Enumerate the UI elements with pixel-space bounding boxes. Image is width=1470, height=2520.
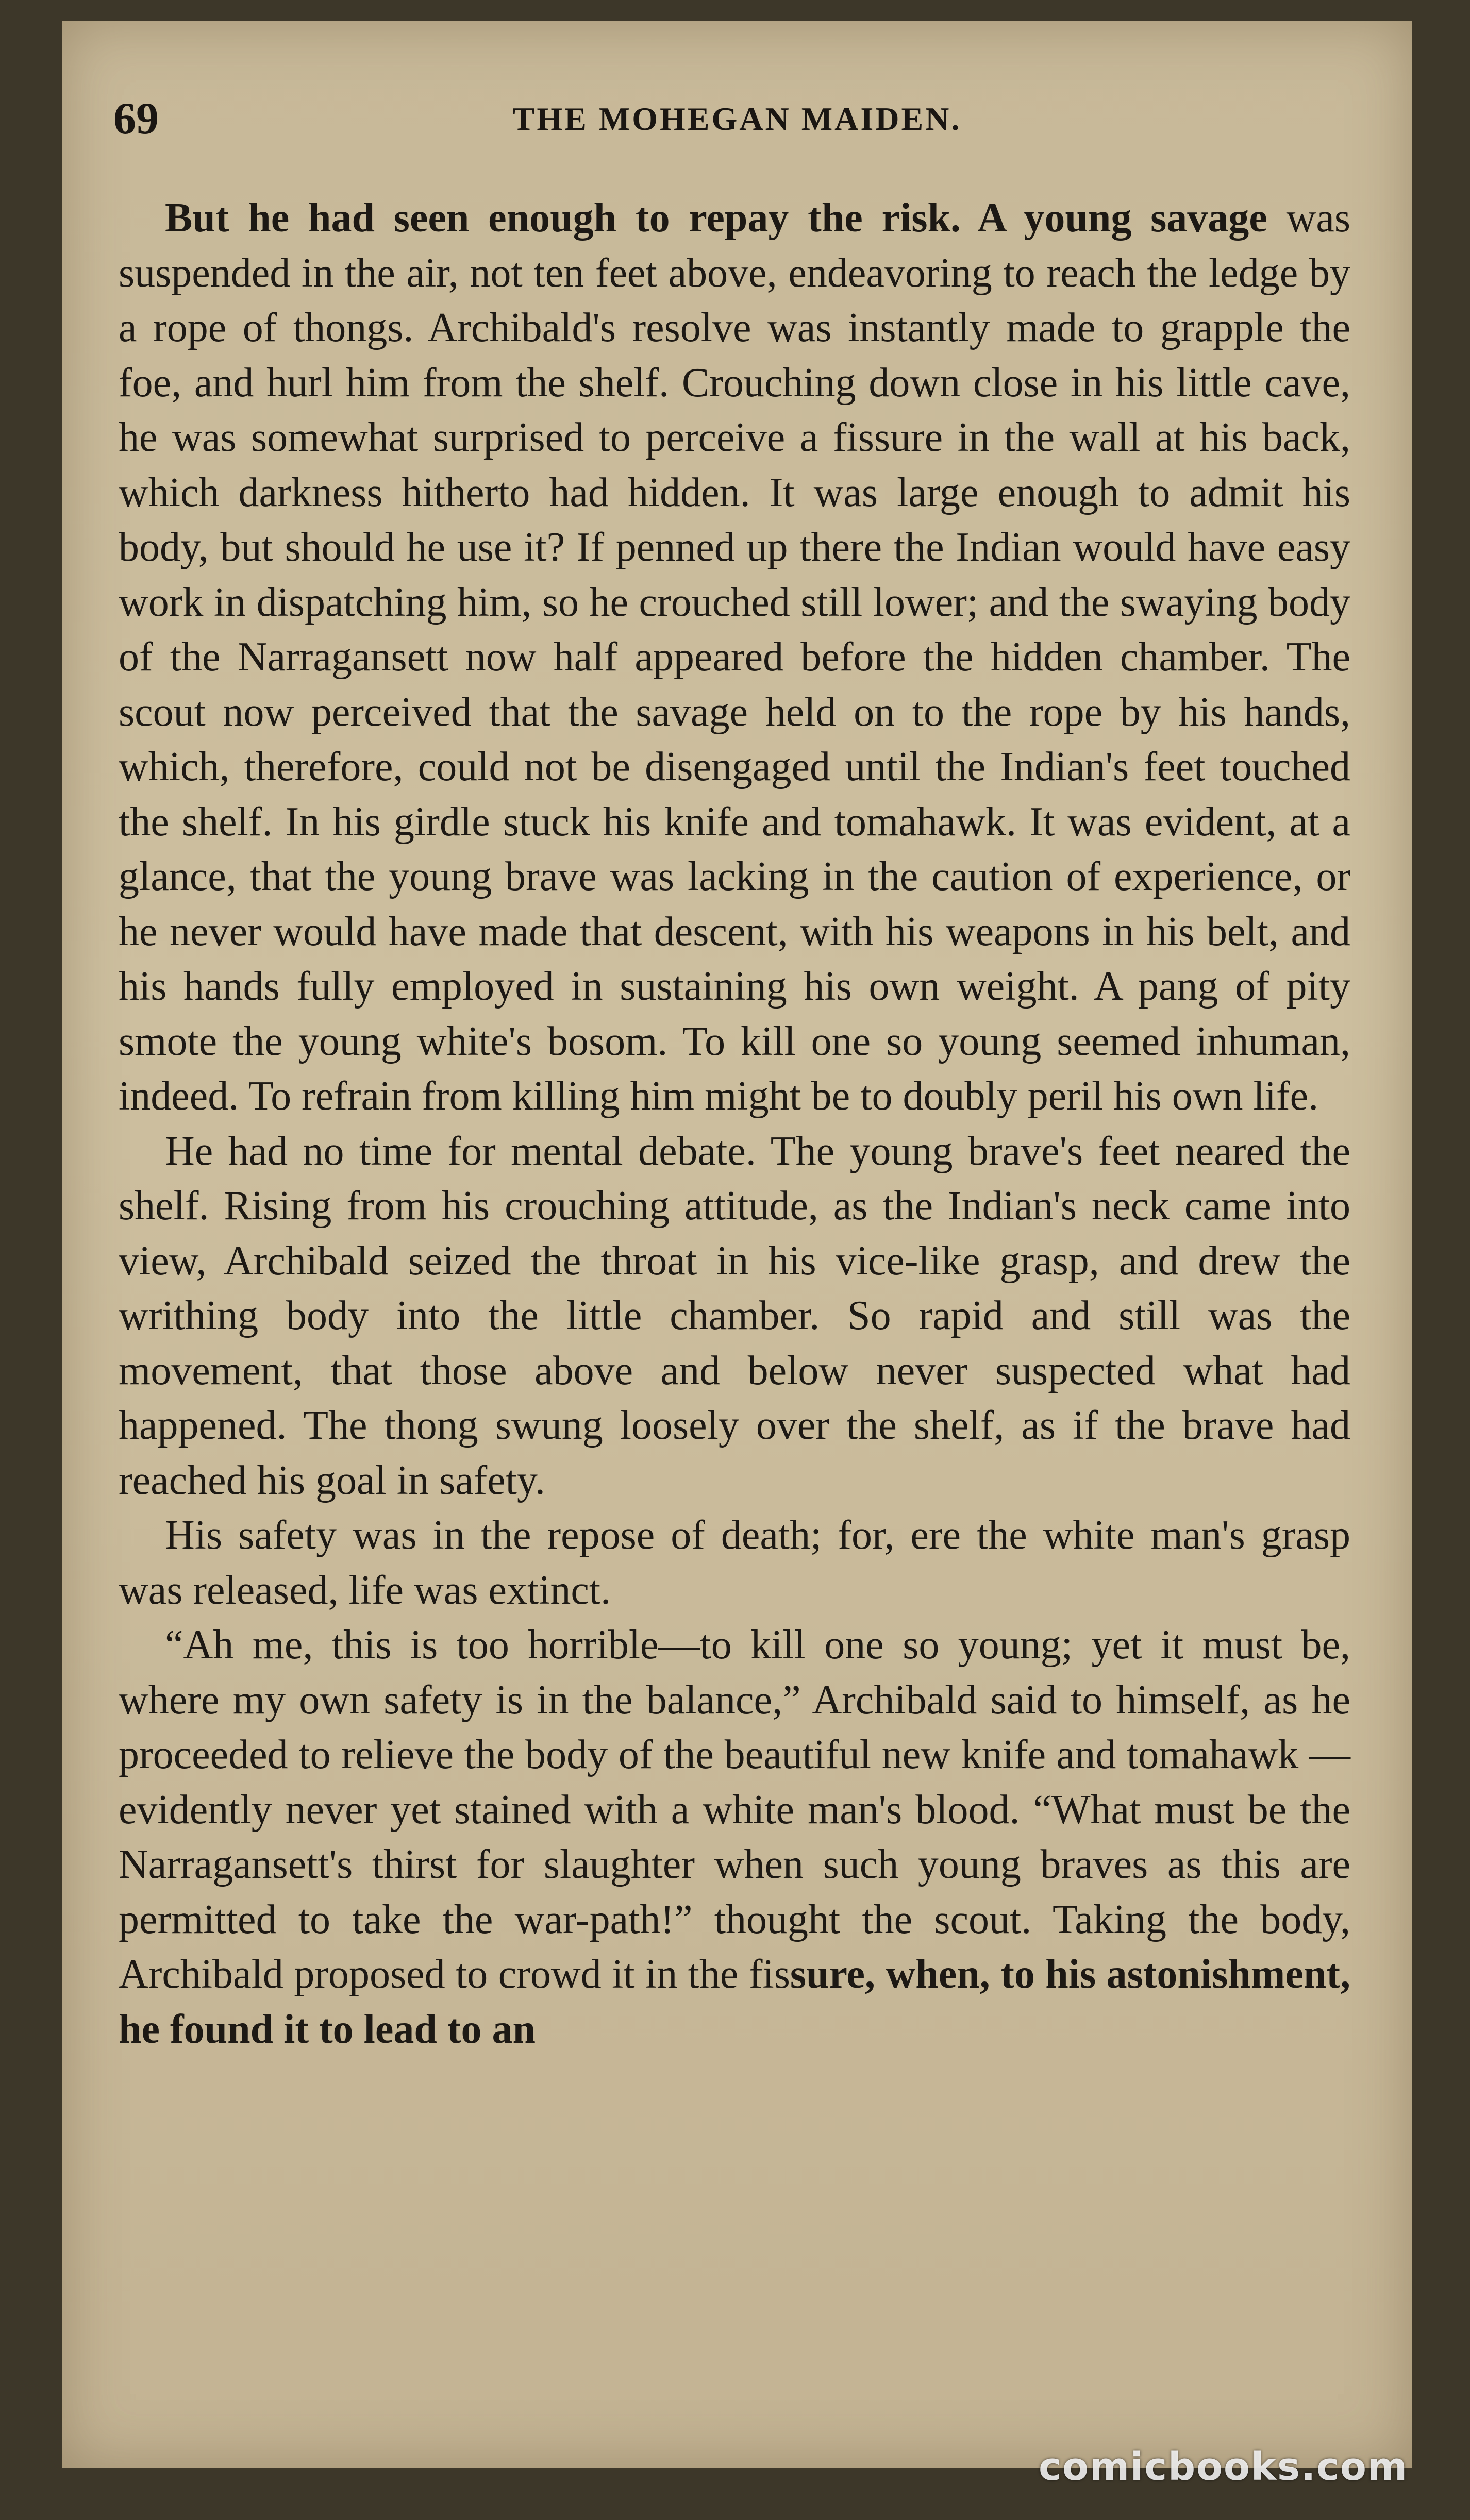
paragraph-text: He had no time for mental debate. The young brave's feet neared the shelf. Rising from his crouching attitude, as the Indian's neck came into view, Archibald seized the throat in his vice-like grasp, and drew the writhing body into the little chamber. So rapid and still was the movement, that those above and below never suspected what had happened. The thong swung loosely over the shelf, as if the brave had reached his goal in safety. (119, 1128, 1350, 1503)
page-header (62, 93, 1412, 149)
paragraph-tail: sure, when, to his astonishment, he found it to lead to an (119, 1952, 1350, 2052)
paragraph (119, 1618, 1350, 2057)
paragraph (119, 191, 1350, 1124)
paragraph (119, 1508, 1350, 1618)
page-number: 69 (113, 94, 159, 144)
running-head: THE MOHEGAN MAIDEN. (512, 100, 962, 137)
body-text (119, 191, 1350, 2057)
paragraph-text: His safety was in the repose of death; for, ere the white man's grasp was released, life was extinct. (119, 1513, 1350, 1613)
paragraph (119, 1124, 1350, 1508)
paragraph-text: was suspended in the air, not ten feet above, endeavoring to reach the ledge by a rope of thongs. Archibald's resolve was instantly made to grapple the foe, and hurl him from the shelf. Crouching down close in his little cave, he was somewhat surprised to perceive a fissure in the wall at his back, which darkness hitherto had hidden. It was large enough to admit his body, but should he use it? If penned up there the Indian would have easy work in dispatching him, so he crouched still lower; and the swaying body of the Narragansett now half appeared before the hidden chamber. The scout now perceived that the savage held on to the rope by his hands, which, therefore, could not be disengaged until the Indian's feet touched the shelf. In his girdle stuck his knife and tomahawk. It was evident, at a glance, that the young brave was lacking in the caution of experience, or he never would have made that descent, with his weapons in his belt, and his hands fully employed in sustaining his own weight. A pang of pity smote the young white's bosom. To kill one so young seemed inhuman, indeed. To refrain from killing him might be to doubly peril his own life. (119, 195, 1350, 1119)
watermark: comicbooks.com (1039, 2445, 1408, 2489)
paragraph-lead: But he had seen enough to repay the risk. A young savage (165, 195, 1267, 241)
paragraph-text: “Ah me, this is too horrible—to kill one so young; yet it must be, where my own safety is in the balance,” Archibald said to himself, as he proceeded to relieve the body of the beautiful new knife and tomahawk — evidently never yet stained with a white man's blood. “What must be the Narragansett's thirst for slaughter when such young braves as this are permitted to take the war-path!” thought the scout. Taking the body, Archibald proposed to crowd it in the fis (119, 1622, 1350, 1997)
book-page (62, 21, 1412, 2468)
